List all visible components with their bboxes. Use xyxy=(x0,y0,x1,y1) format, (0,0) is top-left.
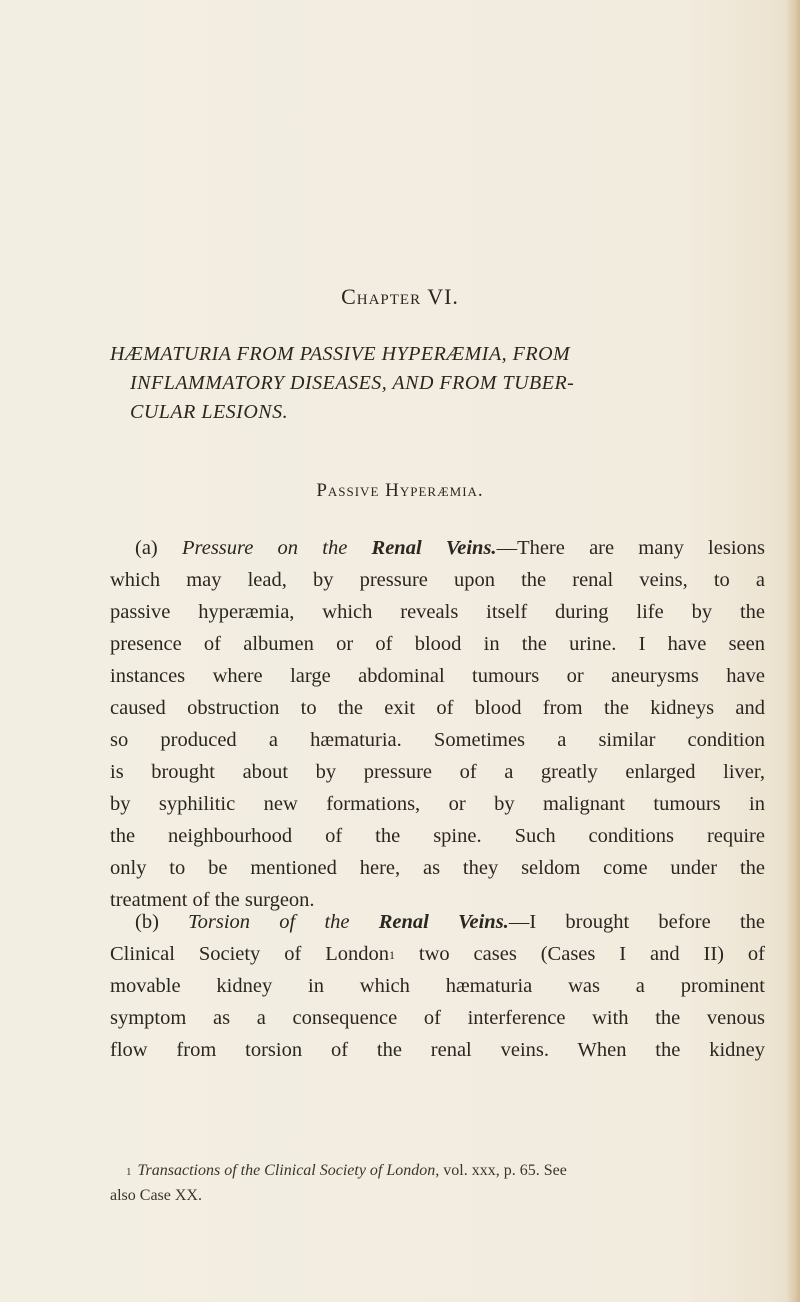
paragraph-b-line: movable kidney in which hæmaturia was a prominent xyxy=(110,975,765,997)
page-edge-shadow xyxy=(786,0,800,1302)
footnote-line-1 xyxy=(110,1158,765,1183)
footnote-reference[interactable]: 1 xyxy=(388,948,395,962)
paragraph-a-line: the neighbourhood of the spine. Such conditions require xyxy=(110,825,765,847)
paragraph-a-line: only to be mentioned here, as they seldom come under the xyxy=(110,857,765,879)
paragraph-b-line: symptom as a consequence of interference with the venous xyxy=(110,1007,765,1029)
section-heading: Passive Hyperæmia. xyxy=(316,480,484,501)
paragraph-b-heading-2: Renal Veins. xyxy=(378,911,509,933)
paragraph-a-line: presence of albumen or of blood in the urine. I have seen xyxy=(110,633,765,655)
paragraph-a-line: passive hyperæmia, which reveals itself during life by the xyxy=(110,601,765,623)
paragraph-a-label: (a) xyxy=(135,537,158,559)
paragraph-a-line xyxy=(110,532,765,564)
footnote-title: Transactions of the Clinical Society of London, xyxy=(137,1162,440,1179)
paragraph-a-line: treatment of the surgeon. xyxy=(110,889,315,911)
paragraph-b-line: flow from torsion of the renal veins. When the kidney xyxy=(110,1039,765,1061)
paragraph-b-label: (b) xyxy=(135,911,159,933)
paragraph-a-line: caused obstruction to the exit of blood from the kidneys and xyxy=(110,697,765,719)
paragraph-b xyxy=(110,906,765,1066)
paragraph-b-heading-1: Torsion of the xyxy=(188,911,350,933)
paragraph-a-heading-1: Pressure on the xyxy=(181,537,348,559)
paragraph-a-line: so produced a hæmaturia. Sometimes a similar condition xyxy=(110,729,765,751)
chapter-title-line-1: HÆMATURIA FROM PASSIVE HYPERÆMIA, FROM xyxy=(110,343,571,365)
footnote xyxy=(110,1158,765,1208)
footnote-line-2: also Case XX. xyxy=(110,1187,202,1204)
paragraph-a-line-1-rest: —There are many lesions xyxy=(496,537,766,559)
footnote-rest: vol. xxx, p. 65. See xyxy=(439,1162,567,1179)
paragraph-b-line-2-pre: Clinical Society of London xyxy=(110,943,389,965)
paragraph-b-line xyxy=(110,938,765,970)
chapter-title xyxy=(110,340,770,427)
paragraph-a xyxy=(110,532,765,916)
footnote-mark: 1 xyxy=(126,1166,132,1178)
paragraph-a-line: which may lead, by pressure upon the renal veins, to a xyxy=(110,569,765,591)
paragraph-a-heading-2: Renal Veins. xyxy=(371,537,497,559)
paragraph-b-line-1-rest: —I brought before the xyxy=(508,911,765,933)
paragraph-a-line: by syphilitic new formations, or by malignant tumours in xyxy=(110,793,765,815)
paragraph-a-line: is brought about by pressure of a greatly enlarged liver, xyxy=(110,761,765,783)
chapter-title-line-3: CULAR LESIONS. xyxy=(130,401,289,423)
paragraph-a-line: instances where large abdominal tumours or aneurysms have xyxy=(110,665,765,687)
chapter-heading: Chapter VI. xyxy=(341,284,459,309)
chapter-title-line-2: INFLAMMATORY DISEASES, AND FROM TUBER- xyxy=(130,372,575,394)
paragraph-b-line-2-post: two cases (Cases I and II) of xyxy=(394,943,765,965)
paragraph-b-line xyxy=(110,906,765,938)
